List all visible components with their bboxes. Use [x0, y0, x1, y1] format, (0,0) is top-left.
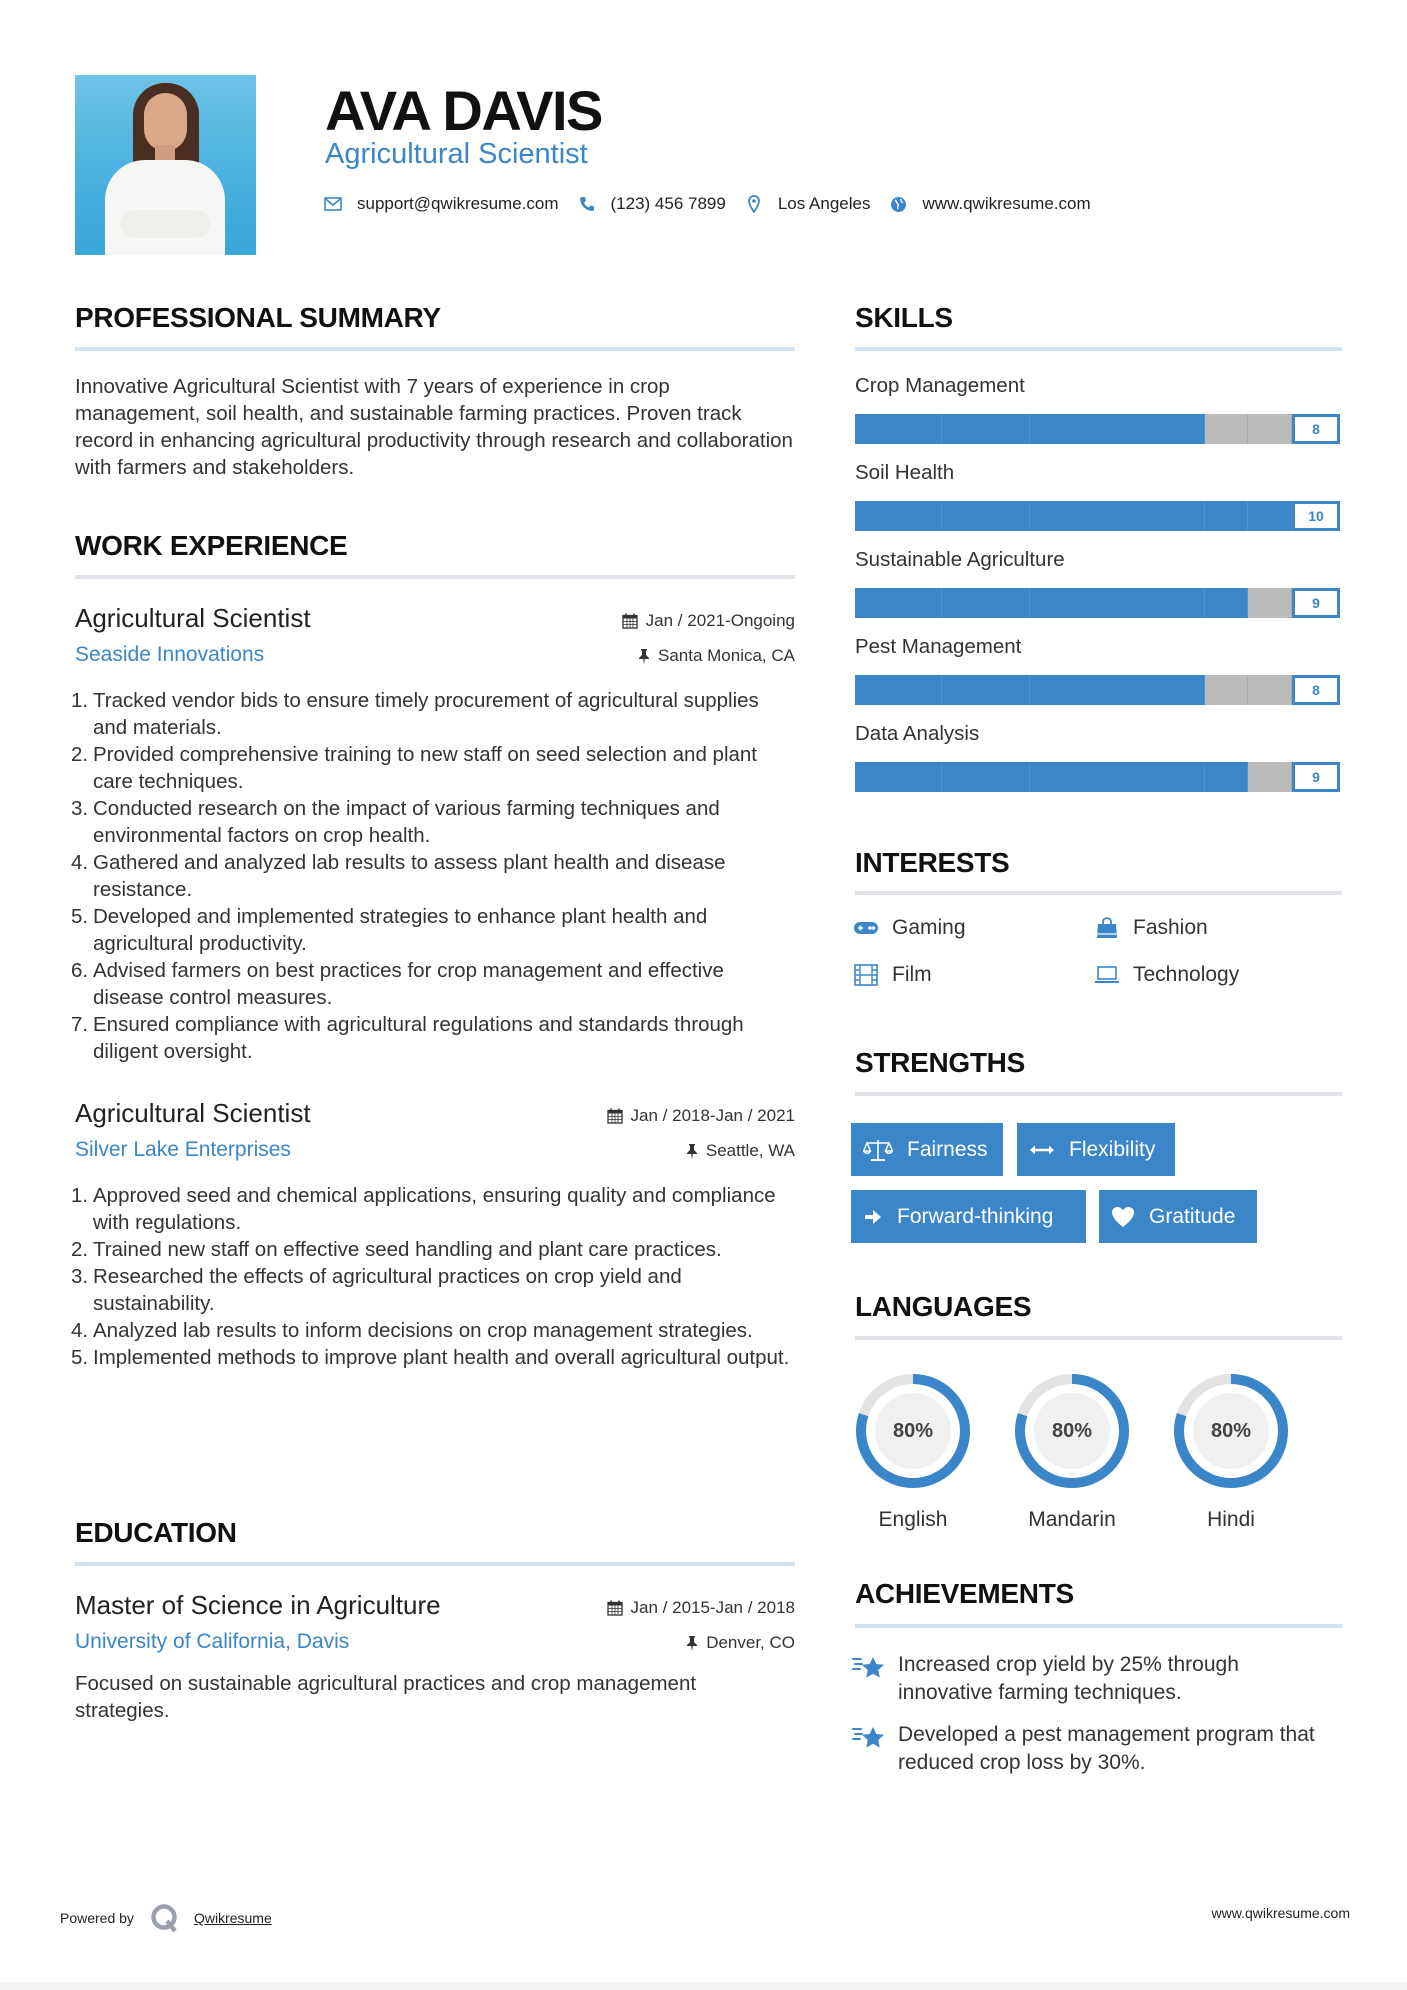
calendar-icon: [607, 1600, 623, 1616]
calendar-icon: [607, 1108, 623, 1124]
language-item: [852, 1370, 974, 1532]
job-title: Agricultural Scientist: [75, 1098, 311, 1128]
language-percent: 80%: [1210, 1419, 1252, 1442]
language-donut-chart: [1170, 1370, 1292, 1492]
school-name: University of California, Davis: [75, 1630, 350, 1653]
skill-bar-segment: [942, 414, 1029, 444]
language-name: English: [878, 1508, 948, 1531]
language-name: Hindi: [1207, 1508, 1255, 1531]
skill-bar-segment: [855, 501, 942, 531]
skill-item: [855, 635, 1340, 705]
skill-item: [855, 722, 1340, 792]
language-item: [1011, 1370, 1133, 1532]
skill-value-badge: 8: [1292, 675, 1340, 705]
skill-bar-segment: [1205, 588, 1249, 618]
list-item: Implemented methods to improve plant health and overall agricultural output.: [93, 1346, 790, 1369]
skill-item: [855, 374, 1340, 444]
list-item: Provided comprehensive training to new staff on seed selection and plant care techniques.: [93, 743, 758, 793]
skill-bar: [855, 414, 1340, 444]
skill-bar: [855, 501, 1340, 531]
skill-item: [855, 461, 1340, 531]
job-company: Silver Lake Enterprises: [75, 1138, 291, 1161]
job-company: Seaside Innovations: [75, 643, 265, 666]
skill-label: Pest Management: [855, 635, 1022, 658]
skill-bar-segment: [1205, 762, 1249, 792]
pushpin-icon: [638, 648, 650, 665]
balance-scale-icon: [863, 1138, 893, 1162]
list-item: Trained new staff on effective seed handling and plant care practices.: [93, 1238, 722, 1261]
education-heading: EDUCATION: [75, 1517, 237, 1548]
interest-technology: Technology: [1093, 963, 1239, 987]
phone-icon: [577, 194, 597, 214]
laptop-icon: [1093, 963, 1121, 987]
list-item: Tracked vendor bids to ensure timely procurement of agricultural supplies and materials.: [93, 689, 759, 739]
calendar-icon: [622, 613, 638, 629]
contact-email[interactable]: [323, 194, 559, 214]
bottom-strip: [0, 1982, 1407, 1990]
strengths-heading: STRENGTHS: [855, 1047, 1025, 1078]
job-entry: [75, 1098, 795, 1371]
language-item: [1170, 1370, 1292, 1532]
list-item: Advised farmers on best practices for crop management and effective disease control measures.: [93, 959, 724, 1009]
skill-item: [855, 548, 1340, 618]
gamepad-icon: [852, 916, 880, 940]
skill-bar: [855, 675, 1340, 705]
skill-bar-segment: [942, 588, 1029, 618]
skill-bar-segment: [1248, 762, 1292, 792]
skill-bar-segment: [1205, 414, 1249, 444]
summary-heading: PROFESSIONAL SUMMARY: [75, 302, 441, 333]
strength-gratitude: Gratitude: [1099, 1190, 1257, 1243]
profile-photo: [75, 75, 256, 255]
skill-bar-segment: [942, 675, 1029, 705]
website-text: www.qwikresume.com: [922, 194, 1091, 213]
phone-text: (123) 456 7899: [610, 194, 726, 213]
skill-bar: [855, 762, 1340, 792]
skills-list: [855, 374, 1342, 814]
job-entry: [75, 603, 795, 1065]
interest-fashion: Fashion: [1093, 916, 1208, 940]
shooting-star-icon: [852, 1654, 886, 1707]
list-item: Researched the effects of agricultural practices on crop yield and sustainability.: [93, 1265, 682, 1315]
skill-value-badge: 9: [1292, 762, 1340, 792]
section-divider: [855, 1092, 1342, 1096]
job-bullets: [75, 687, 795, 1065]
achievement-item: Developed a pest management program that reduced crop loss by 30%.: [852, 1721, 1339, 1777]
skill-bar-segment: [855, 414, 942, 444]
languages-heading: LANGUAGES: [855, 1291, 1032, 1322]
arrow-right-icon: [863, 1207, 883, 1227]
section-divider: [855, 1336, 1342, 1340]
candidate-title: Agricultural Scientist: [325, 138, 588, 170]
skill-bar-segment: [1030, 501, 1205, 531]
pushpin-icon: [686, 1143, 698, 1160]
powered-by-text: Powered by: [60, 1910, 134, 1926]
list-item: Ensured compliance with agricultural regulations and standards through diligent oversight.: [93, 1013, 744, 1063]
skill-bar-segment: [1248, 501, 1292, 531]
email-text: support@qwikresume.com: [357, 194, 559, 213]
contact-website[interactable]: [888, 194, 1090, 214]
skill-value-badge: 9: [1292, 588, 1340, 618]
contact-location: [744, 194, 871, 214]
skills-heading: SKILLS: [855, 302, 953, 333]
section-divider: [75, 347, 795, 351]
contact-phone[interactable]: [577, 194, 726, 214]
skill-bar-segment: [1248, 414, 1292, 444]
education-entry: [75, 1590, 795, 1724]
strength-fairness: Fairness: [851, 1123, 1003, 1176]
shopping-bag-icon: [1093, 916, 1121, 940]
skill-label: Sustainable Agriculture: [855, 548, 1065, 571]
qwikresume-logo-icon: [150, 1903, 180, 1933]
arrows-horizontal-icon: [1029, 1143, 1055, 1157]
summary-text: Innovative Agricultural Scientist with 7 years of experience in crop management, soil health, and sustainable farming practices. Proven track record in enhancing agricultural productivity through research and collaboration with farmers and stakeholders.: [75, 375, 793, 479]
list-item: Analyzed lab results to inform decisions on crop management strategies.: [93, 1319, 753, 1342]
skill-bar-segment: [1248, 675, 1292, 705]
education-location: Denver, CO: [686, 1633, 795, 1653]
map-marker-icon: [744, 194, 764, 214]
pushpin-icon: [686, 1635, 698, 1652]
location-text: Los Angeles: [777, 194, 871, 213]
experience-heading: WORK EXPERIENCE: [75, 530, 348, 561]
interest-gaming: Gaming: [852, 916, 966, 940]
list-item: Gathered and analyzed lab results to assess plant health and disease resistance.: [93, 851, 726, 901]
job-date: Jan / 2018-Jan / 2021: [607, 1106, 795, 1126]
skill-bar-segment: [942, 501, 1029, 531]
list-item: Conducted research on the impact of various farming techniques and environmental factors on crop health.: [93, 797, 720, 847]
job-bullets: [75, 1182, 795, 1371]
achievements-heading: ACHIEVEMENTS: [855, 1578, 1074, 1609]
heart-icon: [1111, 1206, 1135, 1228]
language-donut-chart: [1011, 1370, 1133, 1492]
section-divider: [75, 575, 795, 579]
interest-film: Film: [852, 963, 932, 987]
achievement-item: Increased crop yield by 25% through innovative farming techniques.: [852, 1651, 1339, 1707]
envelope-icon: [323, 194, 343, 214]
skill-value-badge: 10: [1292, 501, 1340, 531]
section-divider: [855, 1624, 1342, 1628]
skill-label: Crop Management: [855, 374, 1025, 397]
skill-bar-segment: [1030, 588, 1205, 618]
section-divider: [855, 891, 1342, 895]
language-donut-chart: [852, 1370, 974, 1492]
job-location: Seattle, WA: [686, 1141, 795, 1161]
skill-bar-segment: [1205, 675, 1249, 705]
job-location: Santa Monica, CA: [638, 646, 795, 666]
contact-bar: [323, 194, 1109, 214]
skill-bar: [855, 588, 1340, 618]
skill-value-badge: 8: [1292, 414, 1340, 444]
skill-bar-segment: [1205, 501, 1249, 531]
list-item: Approved seed and chemical applications, ensuring quality and compliance with regulations.: [93, 1184, 776, 1234]
footer-website[interactable]: www.qwikresume.com: [1211, 1905, 1350, 1921]
degree-title: Master of Science in Agriculture: [75, 1590, 441, 1620]
skill-bar-segment: [855, 588, 942, 618]
shooting-star-icon: [852, 1724, 886, 1777]
language-name: Mandarin: [1028, 1508, 1116, 1531]
film-icon: [852, 963, 880, 987]
globe-icon: [888, 194, 908, 214]
skill-bar-segment: [1030, 675, 1205, 705]
education-description: Focused on sustainable agricultural practices and crop management strategies.: [75, 1672, 697, 1722]
skill-bar-segment: [1030, 762, 1205, 792]
interests-heading: INTERESTS: [855, 847, 1010, 878]
footer-powered-by: [60, 1903, 272, 1933]
strength-flexibility: Flexibility: [1017, 1123, 1175, 1176]
list-item: Developed and implemented strategies to enhance plant health and agricultural productivity.: [93, 905, 708, 955]
skill-bar-segment: [1030, 414, 1205, 444]
job-title: Agricultural Scientist: [75, 603, 311, 633]
language-percent: 80%: [1051, 1419, 1093, 1442]
section-divider: [855, 347, 1342, 351]
section-divider: [75, 1562, 795, 1566]
skill-label: Data Analysis: [855, 722, 980, 745]
skill-bar-segment: [855, 675, 942, 705]
skill-bar-segment: [855, 762, 942, 792]
strength-forward-thinking: Forward-thinking: [851, 1190, 1086, 1243]
education-date: Jan / 2015-Jan / 2018: [607, 1598, 795, 1618]
skill-label: Soil Health: [855, 461, 955, 484]
skill-bar-segment: [942, 762, 1029, 792]
skill-bar-segment: [1248, 588, 1292, 618]
candidate-name: AVA DAVIS: [325, 79, 602, 142]
qwikresume-link[interactable]: Qwikresume: [193, 1910, 272, 1926]
job-date: Jan / 2021-Ongoing: [622, 611, 795, 631]
language-percent: 80%: [892, 1419, 934, 1442]
